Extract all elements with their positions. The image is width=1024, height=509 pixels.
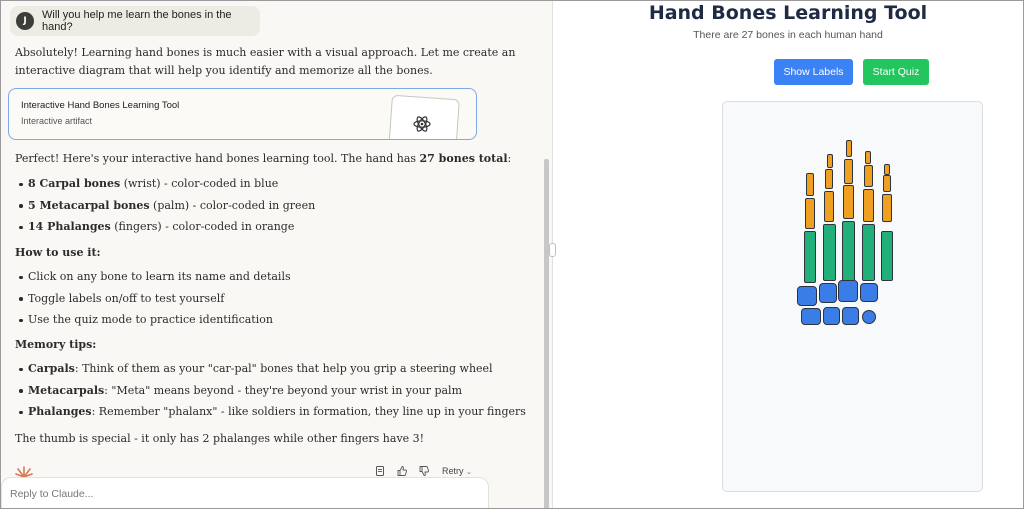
list-item (21, 218, 315, 240)
metacarpal-index[interactable] (823, 224, 836, 281)
list-item: Use the quiz mode to practice identification (21, 311, 291, 333)
memory-tip: : "Meta" means beyond - they're beyond your wrist in your palm (104, 383, 463, 397)
trapezium-bone[interactable] (797, 286, 817, 306)
list-item (21, 197, 315, 219)
thumbs-up-icon[interactable] (396, 465, 408, 477)
show-labels-button[interactable]: Show Labels (774, 59, 853, 85)
triquetrum-bone[interactable] (842, 307, 859, 325)
user-message (10, 6, 260, 36)
distal-phalanx-index[interactable] (827, 154, 833, 168)
thumbs-down-icon[interactable] (418, 465, 430, 477)
message-actions (374, 464, 472, 478)
hand-diagram-panel (722, 101, 983, 492)
pisiform-bone[interactable] (862, 310, 876, 324)
how-list (21, 268, 291, 333)
hamate-bone[interactable] (860, 283, 878, 302)
artifact-card[interactable] (8, 88, 477, 140)
memory-tip: : Think of them as your "car-pal" bones that help you grip a steering wheel (74, 362, 493, 375)
list-item (21, 403, 526, 425)
list-item (21, 382, 526, 404)
memory-term: Metacarpals (28, 383, 105, 397)
artifact-title: Interactive Hand Bones Learning Tool (21, 100, 180, 111)
claude-logo-icon (14, 464, 34, 478)
lunate-bone[interactable] (823, 307, 840, 325)
summary-suffix: : (507, 152, 512, 165)
capitate-bone[interactable] (838, 280, 858, 302)
tool-subtitle: There are 27 bones in each human hand (693, 29, 883, 41)
list-item: Click on any bone to learn its name and details (21, 268, 291, 290)
memory-tip: : Remember "phalanx" - like soldiers in formation, they line up in your fingers (91, 405, 526, 418)
metacarpal-pinky[interactable] (881, 231, 893, 281)
middle-phalanx-ring[interactable] (864, 165, 873, 187)
bone-group-desc: (wrist) - color-coded in blue (120, 177, 279, 190)
bone-group-name: 14 Phalanges (28, 220, 111, 233)
closing-line: The thumb is special - it only has 2 phalanges while other fingers have 3! (15, 432, 425, 445)
middle-phalanx-pinky[interactable] (883, 175, 891, 192)
middle-phalanx-index[interactable] (825, 169, 833, 189)
bone-group-list (21, 175, 315, 240)
distal-phalanx-ring[interactable] (865, 151, 871, 164)
list-item (21, 360, 526, 382)
resize-handle[interactable] (549, 243, 556, 257)
memory-heading: Memory tips: (15, 338, 97, 351)
metacarpal-middle[interactable] (842, 221, 855, 281)
bone-group-desc: (palm) - color-coded in green (149, 198, 316, 212)
distal-phalanx-middle[interactable] (846, 140, 852, 157)
proximal-phalanx-thumb[interactable] (805, 198, 815, 229)
proximal-phalanx-ring[interactable] (863, 189, 874, 222)
retry-label: Retry (442, 466, 464, 476)
metacarpal-thumb[interactable] (804, 231, 816, 283)
distal-phalanx-thumb[interactable] (806, 173, 814, 196)
user-message-text: Will you help me learn the bones in the hand? (42, 9, 232, 33)
bone-group-name: 5 Metacarpal bones (28, 198, 150, 212)
memory-term: Phalanges (28, 405, 92, 418)
retry-button[interactable] (442, 466, 472, 476)
bone-group-desc: (fingers) - color-coded in orange (110, 220, 295, 233)
bone-group-name: 8 Carpal bones (28, 177, 121, 190)
list-item (21, 175, 315, 197)
proximal-phalanx-pinky[interactable] (882, 194, 892, 222)
memory-term: Carpals (28, 362, 75, 375)
artifact-subtitle: Interactive artifact (21, 116, 93, 126)
intro-line-2: interactive diagram that will help you identify and memorize all the bones. (15, 64, 433, 77)
atom-icon (412, 114, 432, 134)
scaphoid-bone[interactable] (801, 308, 821, 325)
summary-prefix: Perfect! Here's your interactive hand bones learning tool. The hand has (15, 152, 420, 165)
summary-bold: 27 bones total (419, 152, 508, 165)
proximal-phalanx-index[interactable] (824, 191, 834, 222)
memory-list (21, 360, 526, 425)
chat-scrollbar[interactable] (544, 159, 549, 508)
chat-pane (1, 1, 552, 508)
proximal-phalanx-middle[interactable] (843, 185, 854, 219)
reply-input[interactable] (1, 477, 489, 508)
tool-title: Hand Bones Learning Tool (648, 2, 928, 24)
chevron-down-icon: ⌄ (466, 469, 472, 476)
copy-icon[interactable] (374, 465, 386, 477)
summary-line (15, 150, 511, 168)
list-item: Toggle labels on/off to test yourself (21, 290, 291, 312)
start-quiz-button[interactable]: Start Quiz (863, 59, 929, 85)
metacarpal-ring[interactable] (862, 224, 875, 281)
trapezoid-bone[interactable] (819, 283, 837, 303)
intro-line-1: Absolutely! Learning hand bones is much easier with a visual approach. Let me create an (15, 46, 516, 59)
how-heading: How to use it: (15, 246, 101, 259)
user-avatar: J (16, 12, 34, 30)
distal-phalanx-pinky[interactable] (884, 164, 890, 175)
reply-placeholder: Reply to Claude... (10, 488, 94, 500)
middle-phalanx-middle[interactable] (844, 159, 853, 184)
